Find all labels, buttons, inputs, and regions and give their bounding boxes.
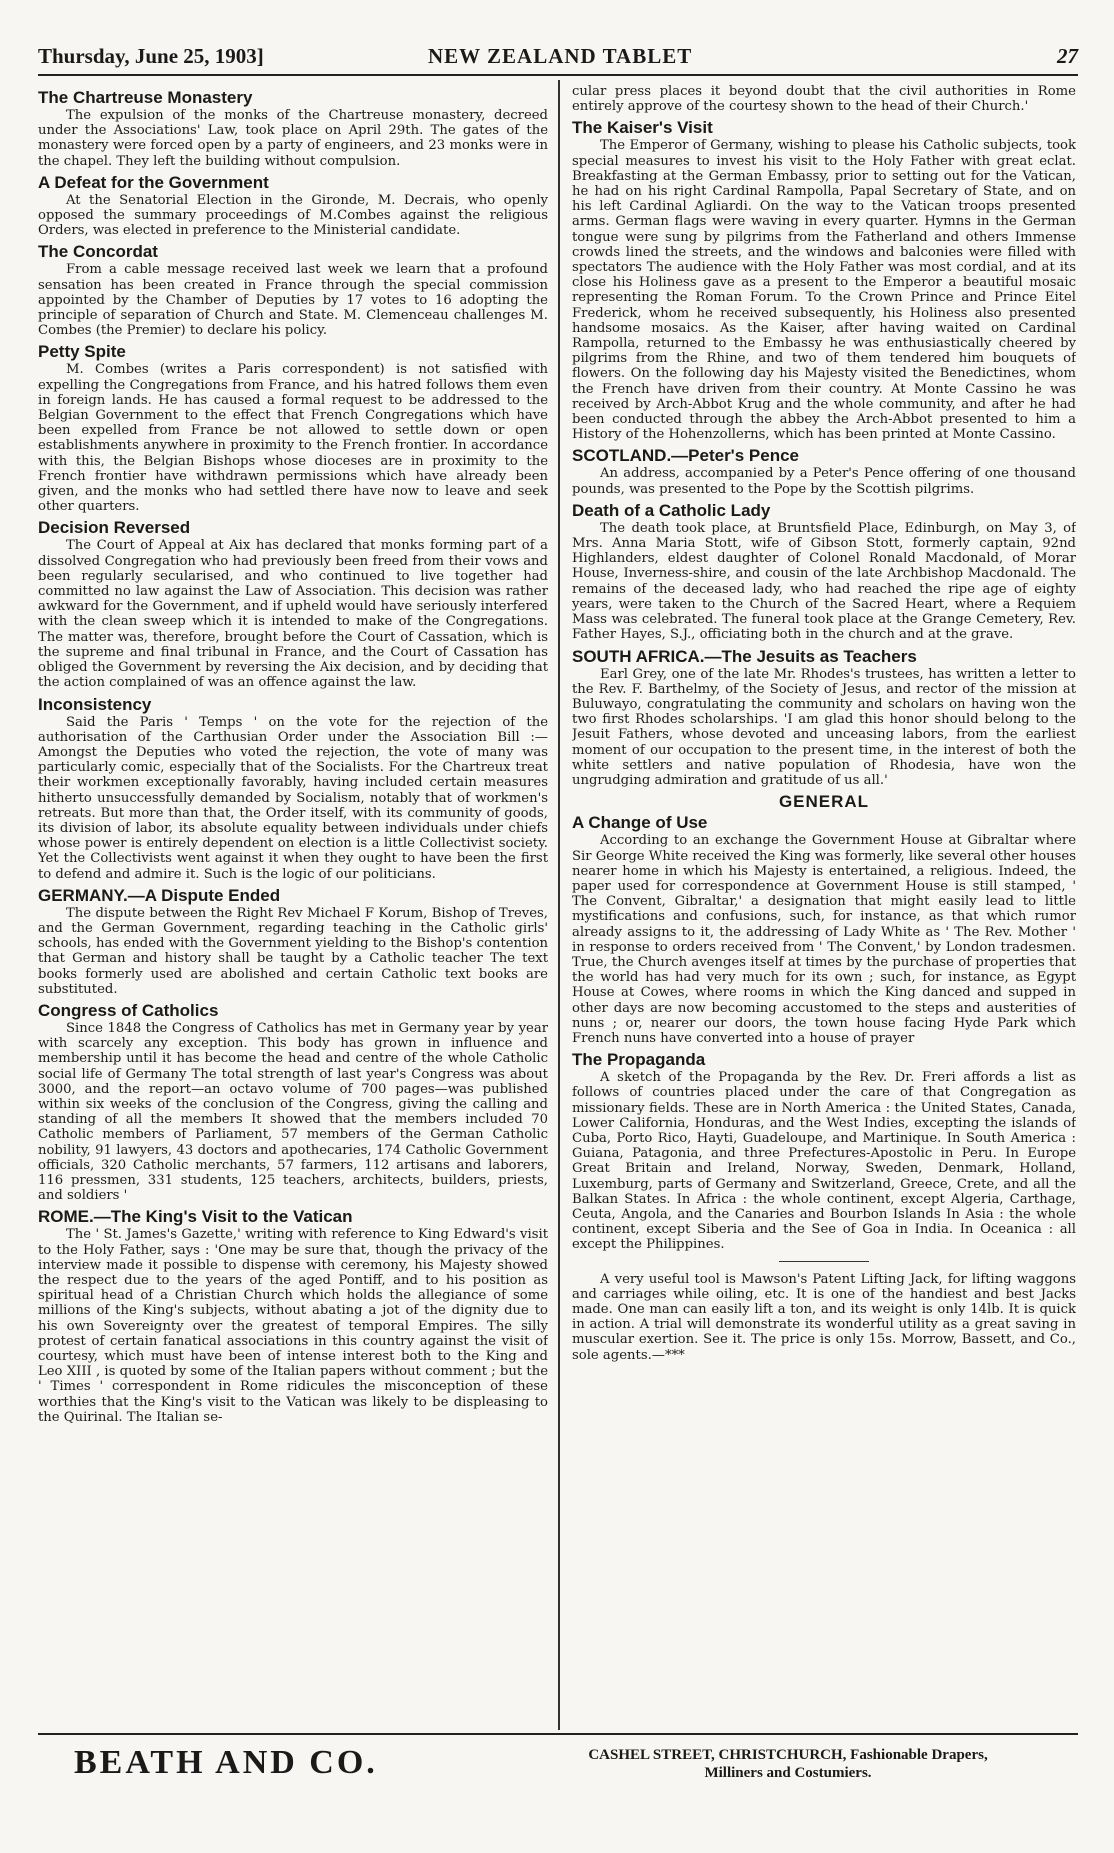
trade-line: Milliners and Costumiers. (704, 1765, 872, 1781)
issue-date: Thursday, June 25, 1903] (38, 44, 264, 68)
article-heading: Death of a Catholic Lady (572, 500, 771, 520)
article-body: The Court of Appeal at Aix has declared that monks forming part of a dissolved Congregation who had previously been freed from their vows and been regularly secularised, and who continued to live together had committed no law against the Law of Association. This decision was rather awkward for the Government, and if upheld would have seriously interfered with the clean sweep which it is intended to make of the Congregations. The matter was, therefore, brought before the Court of Cassation, which is the supreme and final tribunal in France, and the Court of Cassation has obliged the Government by reversing the Aix decision, and by deciding that the action complained of was an offence against the law. (38, 538, 548, 691)
article-body: Earl Grey, one of the late Mr. Rhodes's trustees, has written a letter to the Rev. F. Barthelmy, of the Society of Jesus, and rector of the mission at Buluwayo, congratulating the community and scholars on having won the two first Rhodes scholarships. 'I am glad this honor should belong to the Jesuit Fathers, whose devoted and unceasing labors, from the earliest moment of our occupation to the present time, in the interest of both the white settlers and native population of Rhodesia, have won the ungrudging admiration and gratitude of us all.' (572, 666, 1076, 788)
article-heading: SOUTH AFRICA.—The Jesuits as Teachers (572, 646, 917, 666)
article-body: A very useful tool is Mawson's Patent Lifting Jack, for lifting waggons and carriages while oiling, etc. It is one of the handiest and best Jacks made. One man can easily lift a ton, and its weight is only 14lb. It is quick in action. A trial will demonstrate its wonderful utility as a great saving in muscular exertion. See it. The price is only 15s. Morrow, Bassett, and Co., sole agents.—*** (572, 1271, 1076, 1363)
article (572, 813, 1076, 1046)
article-heading: Inconsistency (38, 694, 152, 714)
advertiser-name: BEATH AND CO. (74, 1744, 378, 1781)
article-body: At the Senatorial Election in the Gironde, M. Decrais, who openly opposed the summary proceedings of M.Combes against the religious Orders, was elected in preference to the Ministerial candidate. (38, 192, 548, 239)
article-body: According to an exchange the Government House at Gibraltar where Sir George White received the King was formerly, like several other houses nearer home in which his Majesty is entertained, a religious. Indeed, the paper used for correspondence at Government House is still stamped, ' The Convent, Gibraltar,' a designation that might easily lead to little mystifications and confusions, such, for instance, as that which rumor already assigns to it, the addressing of Lady White as ' The Rev. Mother ' in response to orders received from ' The Convent,' by London tradesmen. True, the Church avenges itself at times by the purchase of properties that the world has had very much for its own ; such, for instance, as Egypt House at Cowes, where rooms in which the King danced and supped in other days are now becoming accustomed to the steps and austerities of nuns ; or, nearer our doors, the town house facing Hyde Park which French nuns have converted into a house of prayer (572, 833, 1076, 1046)
article (572, 118, 1076, 442)
article-heading: GERMANY.—A Dispute Ended (38, 885, 281, 905)
article-body: M. Combes (writes a Paris correspondent) is not satisfied with expelling the Congregations from France, and his hatred follows them even in foreign lands. He has caused a formal request to be addressed to the Belgian Government to the effect that French Congregations which have been expelled from France be not allowed to settle down or open establishments anywhere in proximity to the French frontier. In accordance with this, the Belgian Bishops whose dioceses are in proximity to the French frontier have withdrawn permissions which have already been given, and the monks who had settled there have now to leave and seek other quarters. (38, 362, 548, 515)
article-body: cular press places it beyond doubt that the civil authorities in Rome entirely approve of the courtesy shown to the head of their Church.' (572, 84, 1076, 115)
article-heading: A Defeat for the Government (38, 172, 269, 192)
column-divider (558, 80, 560, 1730)
article-heading: SCOTLAND.—Peter's Pence (572, 446, 799, 466)
section-heading: GENERAL (778, 792, 870, 812)
article (572, 1050, 1076, 1252)
article-heading: The Propaganda (572, 1050, 706, 1070)
article (38, 342, 548, 514)
article-body: An address, accompanied by a Peter's Pence offering of one thousand pounds, was presented to the Pope by the Scottish pilgrims. (572, 466, 1076, 497)
article (38, 88, 548, 169)
address-line: CASHEL STREET, CHRISTCHURCH, Fashionable Drapers, (588, 1747, 988, 1763)
article (38, 695, 548, 882)
page-header (38, 42, 1078, 72)
article (38, 886, 548, 997)
header-rule (38, 74, 1078, 76)
article (38, 518, 548, 690)
article-heading: Congress of Catholics (38, 1000, 219, 1020)
left-column (38, 84, 548, 1744)
article (38, 1207, 548, 1425)
article (38, 242, 548, 338)
section-divider (779, 1261, 869, 1262)
advertisement-footer (38, 1740, 1078, 1800)
article-heading: The Chartreuse Monastery (38, 88, 253, 107)
advertiser-address (508, 1746, 1068, 1782)
article (38, 173, 548, 239)
article (572, 446, 1076, 496)
article-body: From a cable message received last week we learn that a profound sensation has been created in France through the special commission appointed by the Chamber of Deputies by 17 votes to 16 adopting the principle of separation of Church and State. M. Clemenceau challenges M. Combes (the Premier) to declare his policy. (38, 262, 548, 339)
article-heading: Decision Reversed (38, 518, 191, 538)
footer-rule (38, 1733, 1078, 1735)
article (38, 1001, 548, 1203)
article-body: The expulsion of the monks of the Chartreuse monastery, decreed under the Associations' Law, took place on April 29th. The gates of the monastery were forced open by a party of engineers, and 23 monks were in the chapel. They left the building without compulsion. (38, 108, 548, 169)
article (572, 84, 1076, 114)
article-heading: ROME.—The King's Visit to the Vatican (38, 1207, 353, 1227)
article-heading: A Change of Use (572, 813, 708, 833)
article-body: A sketch of the Propaganda by the Rev. Dr. Freri affords a list as follows of countries placed under the care of that Congregation as missionary fields. These are in North America : the United States, Canada, Lower California, Honduras, and the West Indies, excepting the islands of Cuba, Porto Rico, Hayti, Guadeloupe, and Martinique. In South America : Guiana, Patagonia, and three Prefectures-Apostolic in Peru. In Europe Great Britain and Ireland, Norway, Sweden, Denmark, Holland, Luxemburg, parts of Germany and Switzerland, Greece, Crete, and all the Balkan States. In Africa : the whole continent, except Algeria, Carthage, Ceuta, Angola, and the Canaries and Bourbon Islands In Asia : the whole continent, except Siberia and the See of Goa in India. In Oceanica : all except the Philippines. (572, 1070, 1076, 1253)
article-body: The dispute between the Right Rev Michael F Korum, Bishop of Treves, and the German Government, regarding teaching in the Catholic girls' schools, has ended with the Government yielding to the Bishop's contention that German and history shall be taught by a Catholic teacher The text books formerly used are abolished and certain Catholic text books are substituted. (38, 905, 548, 997)
right-column (572, 84, 1076, 1664)
article-heading: The Concordat (38, 242, 158, 262)
article-body: The ' St. James's Gazette,' writing with reference to King Edward's visit to the Holy Father, says : 'One may be sure that, though the privacy of the interview made it possible to dispense with ceremony, his Majesty showed the respect due to the years of the aged Pontiff, and to his position as spiritual head of a Christian Church which holds the allegiance of some millions of the King's subjects, without abating a jot of the dignity due to his own Sovereignty over the greatest of temporal Empires. The silly protest of certain fanatical associations in this country against the visit of courtesy, which must have been of intense interest both to the King and Leo XIII , is quoted by some of the Italian papers without comment ; but the ' Times ' correspondent in Rome ridicules the misconception of these worthies that the King's visit to the Vatican was likely to be displeasing to the Quirinal. The Italian se- (38, 1227, 548, 1425)
article (572, 647, 1076, 789)
article-body: The Emperor of Germany, wishing to please his Catholic subjects, took special measures to invest his visit to the Holy Father with great eclat. Breakfasting at the German Embassy, prior to setting out for the Vatican, he had on his right Cardinal Rampolla, Papal Secretary of State, and on his left Cardinal Agliardi. On the way to the Vatican troops presented arms. German flags were waving in every quarter. Hymns in the German tongue were sung by pilgrims from the Fatherland and others Immense crowds lined the streets, and the windows and balconies were filled with spectators The audience with the Holy Father was most cordial, and at its close his Holiness gave as a present to the Emperor a beautiful mosaic representing the Roman Forum. To the Crown Prince and Prince Eitel Frederick, whom he received subsequently, his Holiness also presented handsome mosaics. As the Kaiser, after having waited on Cardinal Rampolla, returned to the Embassy he was enthusiastically cheered by pilgrims from the Rhine, and two of them tendered him bouquets of flowers. On the following day his Majesty visited the Benedictines, whom the French have driven from their country. At Monte Cassino he was received by Arch-Abbot Krug and the whole community, and after he had been conducted through the abbey the Arch-Abbot presented to him a History of the Hohenzollerns, which has been printed at Monte Cassino. (572, 138, 1076, 443)
article-body: Since 1848 the Congress of Catholics has met in Germany year by year with scarcely any exception. This body has grown in influence and membership until it has become the head and centre of the whole Catholic social life of Germany The total strength of last year's Congress was about 3000, and the report—an octavo volume of 700 pages—was published within six weeks of the conclusion of the Congress, giving the calling and standing of all the members It showed that the members included 70 Catholic members of Parliament, 57 members of the German Catholic nobility, 91 lawyers, 43 doctors and apothecaries, 174 Catholic Government officials, 320 Catholic merchants, 57 farmers, 112 artisans and laborers, 116 pressmen, 331 students, 125 teachers, architects, builders, priests, and soldiers ' (38, 1020, 548, 1204)
article-heading: The Kaiser's Visit (572, 118, 713, 138)
article-body: The death took place, at Bruntsfield Place, Edinburgh, on May 3, of Mrs. Anna Maria Stott, wife of Gibson Stott, formerly captain, 92nd Highlanders, eldest daughter of Colonel Ronald Macdonald, of Morar House, Inverness-shire, and cousin of the late Archbishop Macdonald. The remains of the deceased lady, who had reached the ripe age of eighty years, were taken to the Church of the Sacred Heart, where a Requiem Mass was celebrated. The funeral took place at the Grange Cemetery, Rev. Father Hayes, S.J., officiating both in the church and at the grave. (572, 520, 1076, 643)
article-body: Said the Paris ' Temps ' on the vote for the rejection of the authorisation of the Carthusian Order under the Association Bill :— Amongst the Deputies who voted the rejection, the vote of many was particularly comic, especially that of the Socialists. For the Chartreux treat their workmen exceptionally favorably, having included certain measures hitherto unsuccessfully demanded by Socialism, notably that of workmen's retreats. But more than that, the Order itself, with its community of goods, its division of labor, its absolute equality between individuals under chiefs whose power is entirely dependent on election is a little Collectivist society. Yet the Collectivists went against it when they ought to have been the first to defend and admire it. Such is the logic of our politicians. (38, 714, 548, 882)
publication-title: NEW ZEALAND TABLET (428, 44, 693, 68)
article (572, 501, 1076, 643)
article (572, 1272, 1076, 1363)
article-heading: Petty Spite (38, 342, 126, 362)
page-number: 27 (1057, 44, 1078, 68)
